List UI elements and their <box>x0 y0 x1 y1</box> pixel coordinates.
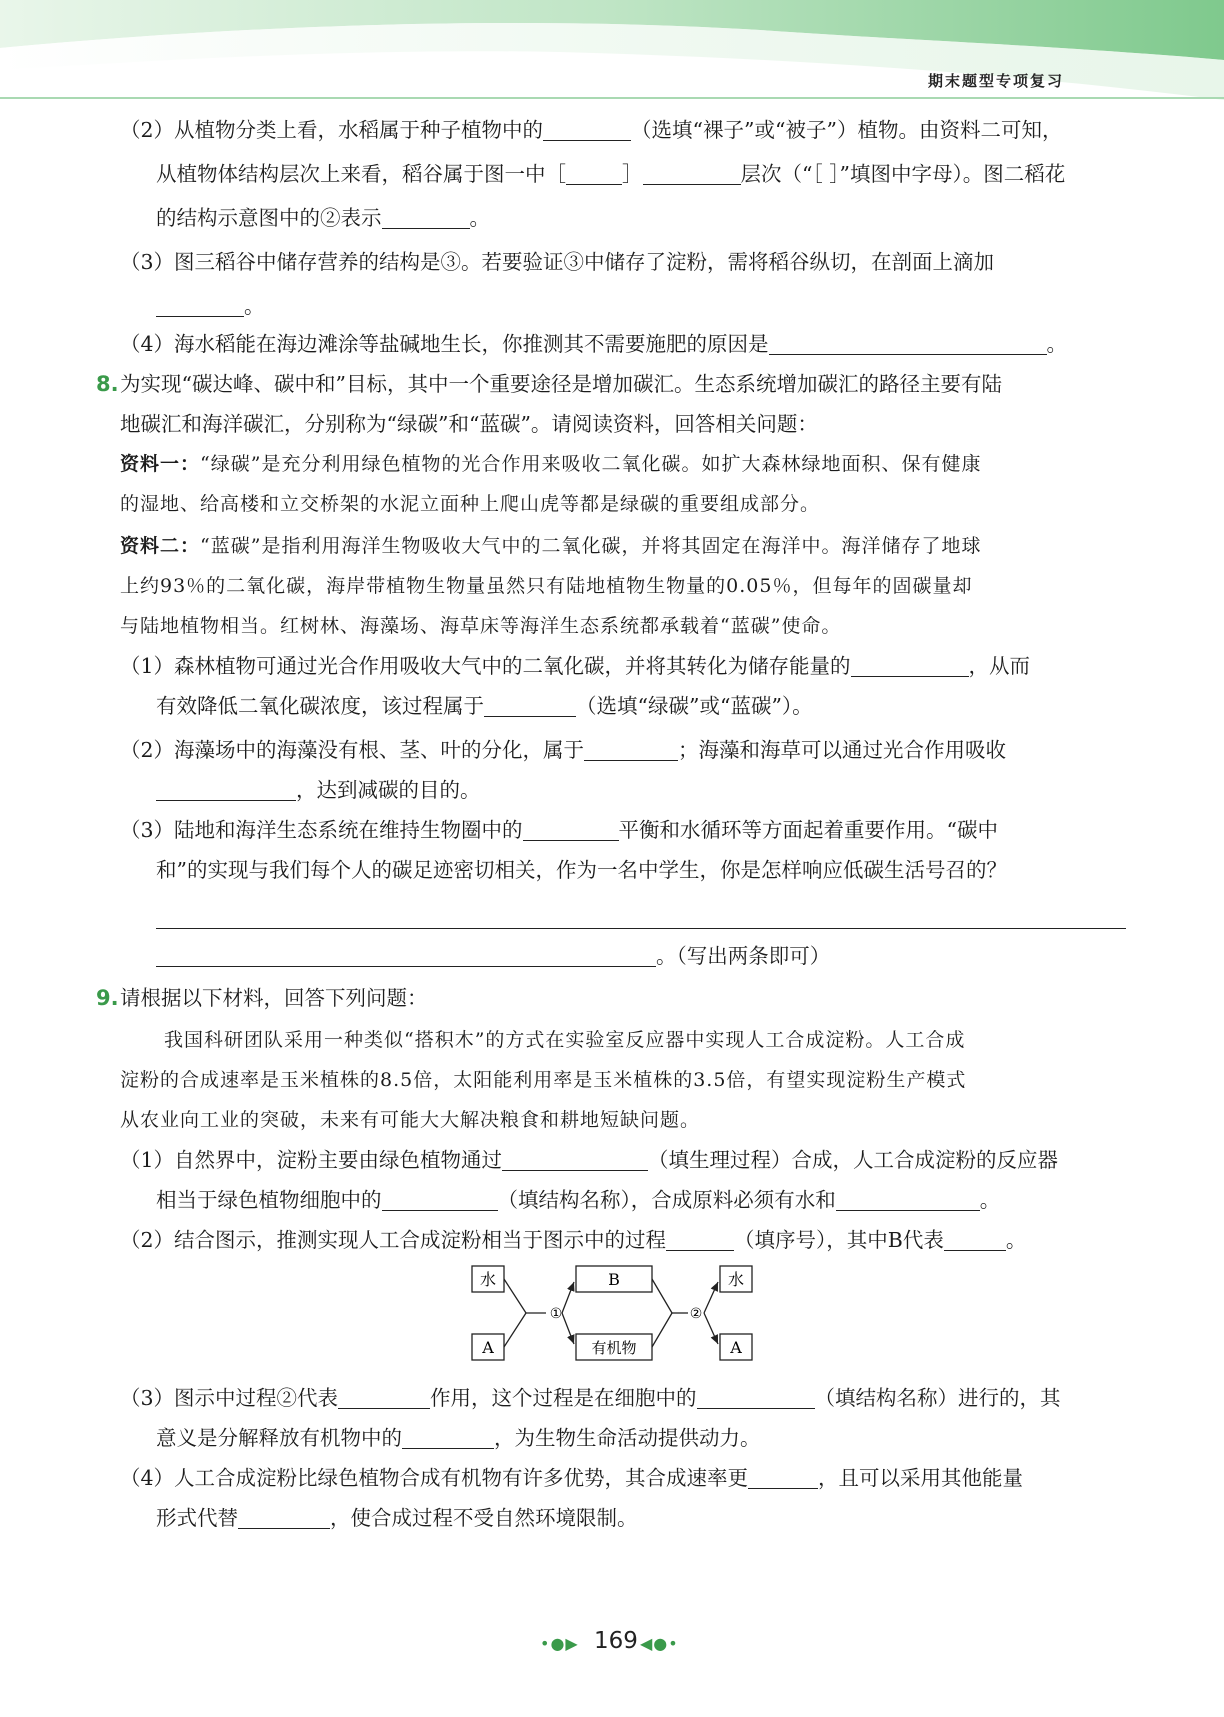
answer-blank[interactable] <box>382 206 470 229</box>
text: （3）图示中过程②代表 <box>120 1386 339 1410</box>
arrow <box>562 1282 574 1313</box>
q8-2-line1 <box>120 736 1006 764</box>
text: （2）结合图示，推测实现人工合成淀粉相当于图示中的过程 <box>120 1228 667 1252</box>
text: 。（写出两条即可） <box>656 944 831 968</box>
q9-4-line2 <box>156 1504 638 1532</box>
box-mid-bottom <box>576 1334 652 1360</box>
text: （填结构名称）进行的，其 <box>814 1386 1061 1410</box>
material-3-line3: 从农业向工业的突破，未来有可能大大解决粮食和耕地短缺问题。 <box>120 1109 701 1131</box>
text: 作用，这个过程是在细胞中的 <box>430 1386 697 1410</box>
material-label: 资料二： <box>120 535 201 557</box>
box-left-bottom <box>472 1334 504 1360</box>
connector <box>652 1279 672 1313</box>
q9-1-line2 <box>156 1186 1000 1214</box>
material-2-line2: 上约93％的二氧化碳，海岸带植物生物量虽然只有陆地植物生物量的0.05％，但每年的固碳量却 <box>120 575 973 597</box>
connector <box>652 1313 672 1347</box>
page-number-right-arrow-icon: ◀●• <box>640 1634 679 1653</box>
answer-blank[interactable] <box>543 118 631 141</box>
step-1-label: ① <box>549 1306 563 1322</box>
q7-3-line2 <box>156 292 265 320</box>
header-title: 期末题型专项复习 <box>928 72 1065 90</box>
text: 平衡和水循环等方面起着重要作用。“碳中 <box>618 818 999 842</box>
box-left-top <box>472 1266 504 1292</box>
text: 。 <box>244 294 265 318</box>
label-water: 水 <box>727 1270 745 1289</box>
connector <box>504 1279 526 1313</box>
text: （选填“绿碳”或“蓝碳”）。 <box>576 694 813 718</box>
connector <box>504 1313 526 1347</box>
q8-2-line2 <box>156 776 481 804</box>
text: （填生理过程）合成，人工合成淀粉的反应器 <box>648 1148 1059 1172</box>
q8-stem-line1: 为实现“碳达峰、碳中和”目标，其中一个重要途径是增加碳汇。生态系统增加碳汇的路径主要有陆 <box>120 372 1002 396</box>
answer-line[interactable] <box>156 928 1126 929</box>
material-label: 资料一： <box>120 453 201 475</box>
answer-blank[interactable] <box>697 1386 815 1409</box>
q7-3-line1: （3）图三稻谷中储存营养的结构是③。若要验证③中储存了淀粉，需将稻谷纵切，在剖面上滴加 <box>120 250 995 274</box>
box-mid-top <box>576 1266 652 1292</box>
q8-3-line3 <box>156 942 830 970</box>
text: 从植物体结构层次上来看，稻谷属于图一中［ <box>156 162 566 186</box>
answer-blank[interactable] <box>769 332 1047 355</box>
arrow <box>704 1313 718 1344</box>
text: （填序号），其中B代表 <box>734 1228 944 1252</box>
material-1-line1 <box>120 450 981 478</box>
material-1-line2: 的湿地、给高楼和立交桥架的水泥立面种上爬山虎等都是绿碳的重要组成部分。 <box>120 493 821 515</box>
question-number: 9. <box>96 986 119 1010</box>
q7-2-line3 <box>156 204 490 232</box>
q7-4-line <box>120 330 1067 358</box>
text: 形式代替 <box>156 1506 238 1530</box>
text: 意义是分解释放有机物中的 <box>156 1426 402 1450</box>
step-2-label: ② <box>689 1306 703 1322</box>
label-organic-matter: 有机物 <box>591 1339 637 1357</box>
answer-blank[interactable] <box>643 162 741 185</box>
text: （4）人工合成淀粉比绿色植物合成有机物有许多优势，其合成速率更 <box>120 1466 749 1490</box>
text: （2）从植物分类上看，水稻属于种子植物中的 <box>120 118 544 142</box>
text: ，从而 <box>968 654 1031 678</box>
text: 。 <box>469 206 490 230</box>
page-number: 169 <box>594 1628 638 1654</box>
text: 。 <box>1005 1228 1027 1252</box>
label-a: A <box>482 1338 494 1357</box>
answer-blank[interactable] <box>666 1228 734 1251</box>
header-wave-banner <box>0 0 1224 110</box>
text: （选填“裸子”或“被子”）植物。由资料二可知， <box>631 118 1063 142</box>
arrow <box>704 1282 718 1313</box>
text: 有效降低二氧化碳浓度，该过程属于 <box>156 694 484 718</box>
answer-blank[interactable] <box>944 1228 1006 1251</box>
arrow <box>562 1313 574 1344</box>
text: （1）自然界中，淀粉主要由绿色植物通过 <box>120 1148 503 1172</box>
text: 层次（“［ ］”填图中字母）。图二稻花 <box>740 162 1066 186</box>
q8-3-line1 <box>120 816 998 844</box>
text: 的结构示意图中的②表示 <box>156 206 382 230</box>
box-right-bottom <box>720 1334 752 1360</box>
answer-blank[interactable] <box>338 1386 430 1409</box>
text: ，使合成过程不受自然环境限制。 <box>330 1506 638 1530</box>
answer-blank[interactable] <box>523 818 619 841</box>
text: 。 <box>979 1188 1001 1212</box>
answer-blank[interactable] <box>156 944 656 967</box>
page-number-left-arrow-icon: •●▶ <box>540 1634 579 1653</box>
q8-1-line1 <box>120 652 1030 680</box>
process-diagram <box>466 1262 766 1372</box>
answer-blank[interactable] <box>238 1506 330 1529</box>
text: （1）森林植物可通过光合作用吸收大气中的二氧化碳，并将其转化为储存能量的 <box>120 654 851 678</box>
text: ；海藻和海草可以通过光合作用吸收 <box>678 738 1007 762</box>
answer-blank[interactable] <box>156 294 244 317</box>
q8-3-line2: 和”的实现与我们每个人的碳足迹密切相关，作为一名中学生，你是怎样响应低碳生活号召的？ <box>156 858 1007 882</box>
text: 相当于绿色植物细胞中的 <box>156 1188 382 1212</box>
answer-blank[interactable] <box>156 778 296 801</box>
question-number: 8. <box>96 372 119 396</box>
answer-blank[interactable] <box>836 1188 980 1211</box>
answer-blank[interactable] <box>502 1148 648 1171</box>
answer-blank[interactable] <box>748 1466 818 1489</box>
answer-blank[interactable] <box>584 738 678 761</box>
text: “蓝碳”是指利用海洋生物吸收大气中的二氧化碳，并将其固定在海洋中。海洋储存了地球 <box>200 535 982 557</box>
label-b: B <box>608 1270 620 1289</box>
text: ］ <box>622 162 643 186</box>
q8-stem-line2: 地碳汇和海洋碳汇，分别称为“绿碳”和“蓝碳”。请阅读资料，回答相关问题： <box>120 412 818 436</box>
material-2-line1 <box>120 532 981 560</box>
q9-1-line1 <box>120 1146 1058 1174</box>
box-right-top <box>720 1266 752 1292</box>
answer-blank[interactable] <box>382 1188 498 1211</box>
q9-2-line <box>120 1226 1026 1254</box>
q7-2-line2 <box>156 160 1065 188</box>
label-water: 水 <box>479 1270 497 1289</box>
material-3-line1: 我国科研团队采用一种类似“搭积木”的方式在实验室反应器中实现人工合成淀粉。人工合成 <box>164 1029 966 1051</box>
q9-3-line2 <box>156 1424 761 1452</box>
q9-stem: 请根据以下材料，回答下列问题： <box>120 986 428 1010</box>
q9-3-line1 <box>120 1384 1061 1412</box>
text: （3）陆地和海洋生态系统在维持生物圈中的 <box>120 818 523 842</box>
answer-blank[interactable] <box>402 1426 494 1449</box>
text: （4）海水稻能在海边滩涂等盐碱地生长，你推测其不需要施肥的原因是 <box>120 332 769 356</box>
text: （填结构名称），合成原料必须有水和 <box>497 1188 836 1212</box>
material-3-line2: 淀粉的合成速率是玉米植株的8.5倍，太阳能利用率是玉米植株的3.5倍，有望实现淀粉生产模式 <box>120 1069 967 1091</box>
label-a: A <box>730 1338 742 1357</box>
text: ，为生物生命活动提供动力。 <box>494 1426 761 1450</box>
text: ，达到减碳的目的。 <box>296 778 481 802</box>
q9-4-line1 <box>120 1464 1023 1492</box>
text: （2）海藻场中的海藻没有根、茎、叶的分化，属于 <box>120 738 585 762</box>
answer-blank[interactable] <box>484 694 576 717</box>
q7-2-line1 <box>120 116 1062 144</box>
text: 。 <box>1046 332 1068 356</box>
answer-blank[interactable] <box>851 654 969 677</box>
text: ，且可以采用其他能量 <box>818 1466 1024 1490</box>
material-2-line3: 与陆地植物相当。红树林、海藻场、海草床等海洋生态系统都承载着“蓝碳”使命。 <box>120 615 842 637</box>
q8-1-line2 <box>156 692 813 720</box>
text: “绿碳”是充分利用绿色植物的光合作用来吸收二氧化碳。如扩大森林绿地面积、保有健康 <box>200 453 982 475</box>
answer-blank[interactable] <box>566 162 622 185</box>
